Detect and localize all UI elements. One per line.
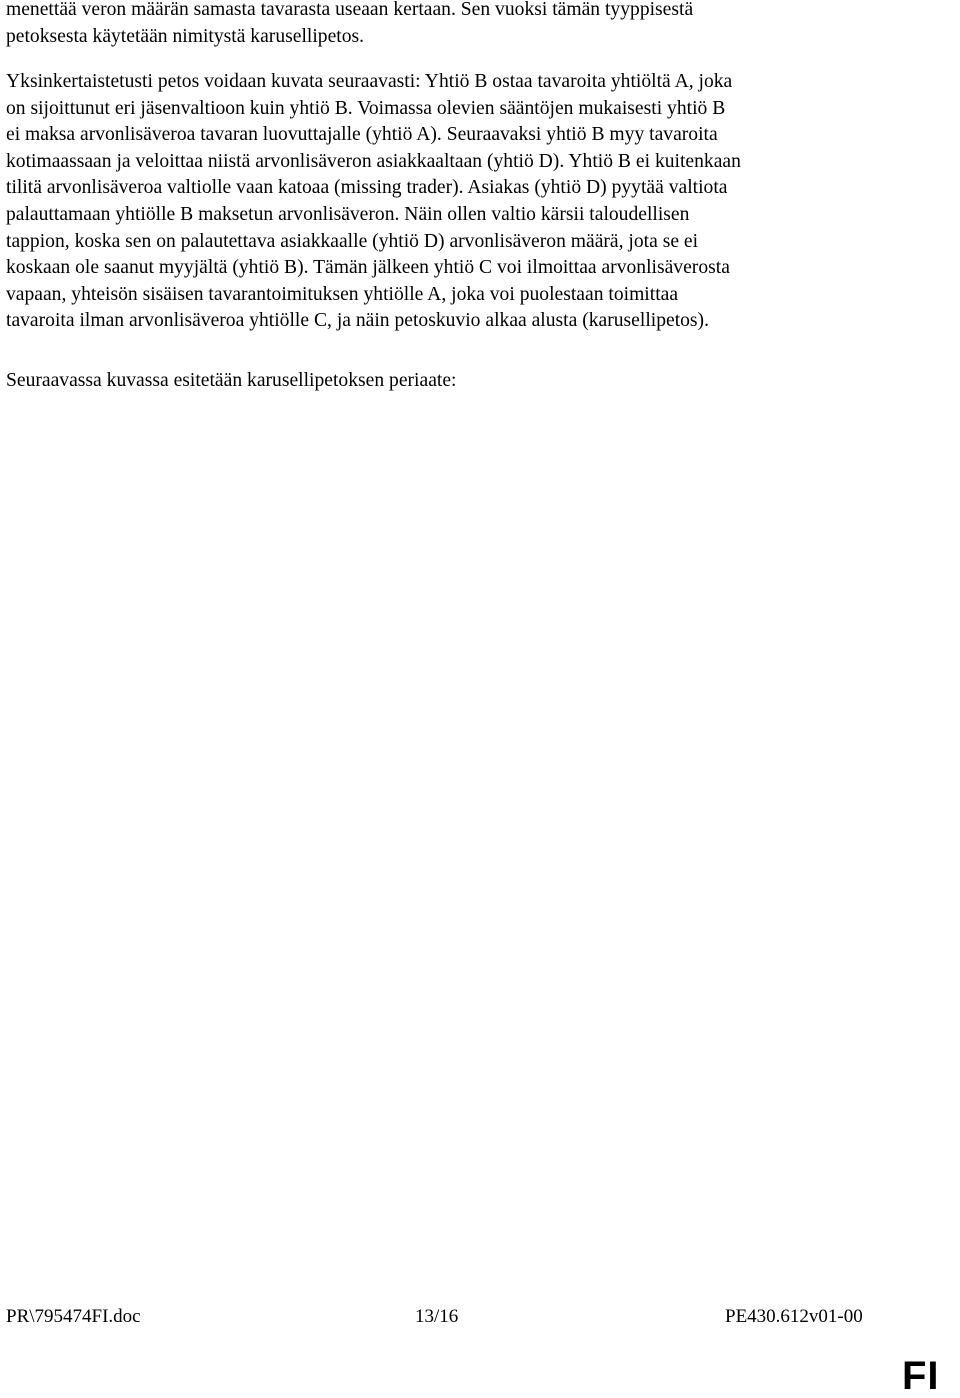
footer-page-number: 13/16 bbox=[415, 1306, 459, 1327]
text-line: koskaan ole saanut myyjältä (yhtiö B). Tämän jälkeen yhtiö C voi ilmoittaa arvonlisäverosta bbox=[6, 257, 730, 279]
text-line: kotimaassaan ja veloittaa niistä arvonlisäveron asiakkaaltaan (yhtiö D). Yhtiö B ei kuitenkaan bbox=[6, 150, 741, 172]
footer-document-reference: PE430.612v01-00 bbox=[725, 1306, 863, 1327]
text-line: petoksesta käytetään nimitystä karusellipetos. bbox=[6, 25, 365, 47]
text-line: tavaroita ilman arvonlisäveroa yhtiölle C, ja näin petoskuvio alkaa alusta (karusellipetos). bbox=[6, 310, 709, 332]
text-line: Seuraavassa kuvassa esitetään karusellipetoksen periaate: bbox=[6, 370, 457, 391]
footer-file-reference: PR\795474FI.doc bbox=[6, 1306, 141, 1327]
text-line: tilitä arvonlisäveroa valtiolle vaan katoaa (missing trader). Asiakas (yhtiö D) pyytää valtiota bbox=[6, 177, 728, 199]
text-line: vapaan, yhteisön sisäisen tavarantoimituksen yhtiölle A, joka voi puolestaan toimittaa bbox=[6, 283, 679, 305]
paragraph-fraud-description bbox=[6, 69, 906, 335]
language-code: FI bbox=[902, 1354, 940, 1398]
paragraph-intro bbox=[6, 0, 906, 50]
text-line: menettää veron määrän samasta tavarasta useaan kertaan. Sen vuoksi tämän tyyppisestä bbox=[6, 0, 694, 20]
paragraph-figure-intro bbox=[6, 368, 906, 395]
text-line: tappion, koska sen on palautettava asiakkaalle (yhtiö D) arvonlisäveron määrä, jota se ei bbox=[6, 230, 699, 252]
text-line: on sijoittunut eri jäsenvaltioon kuin yhtiö B. Voimassa olevien sääntöjen mukaisesti yhtiö B bbox=[6, 97, 726, 119]
text-line: palauttamaan yhtiölle B maksetun arvonlisäveron. Näin ollen valtio kärsii taloudellisen bbox=[6, 203, 690, 225]
text-line: Yksinkertaistetusti petos voidaan kuvata seuraavasti: Yhtiö B ostaa tavaroita yhtiöltä A, joka bbox=[6, 71, 733, 92]
text-line: ei maksa arvonlisäveroa tavaran luovuttajalle (yhtiö A). Seuraavaksi yhtiö B myy tavaroita bbox=[6, 124, 718, 146]
